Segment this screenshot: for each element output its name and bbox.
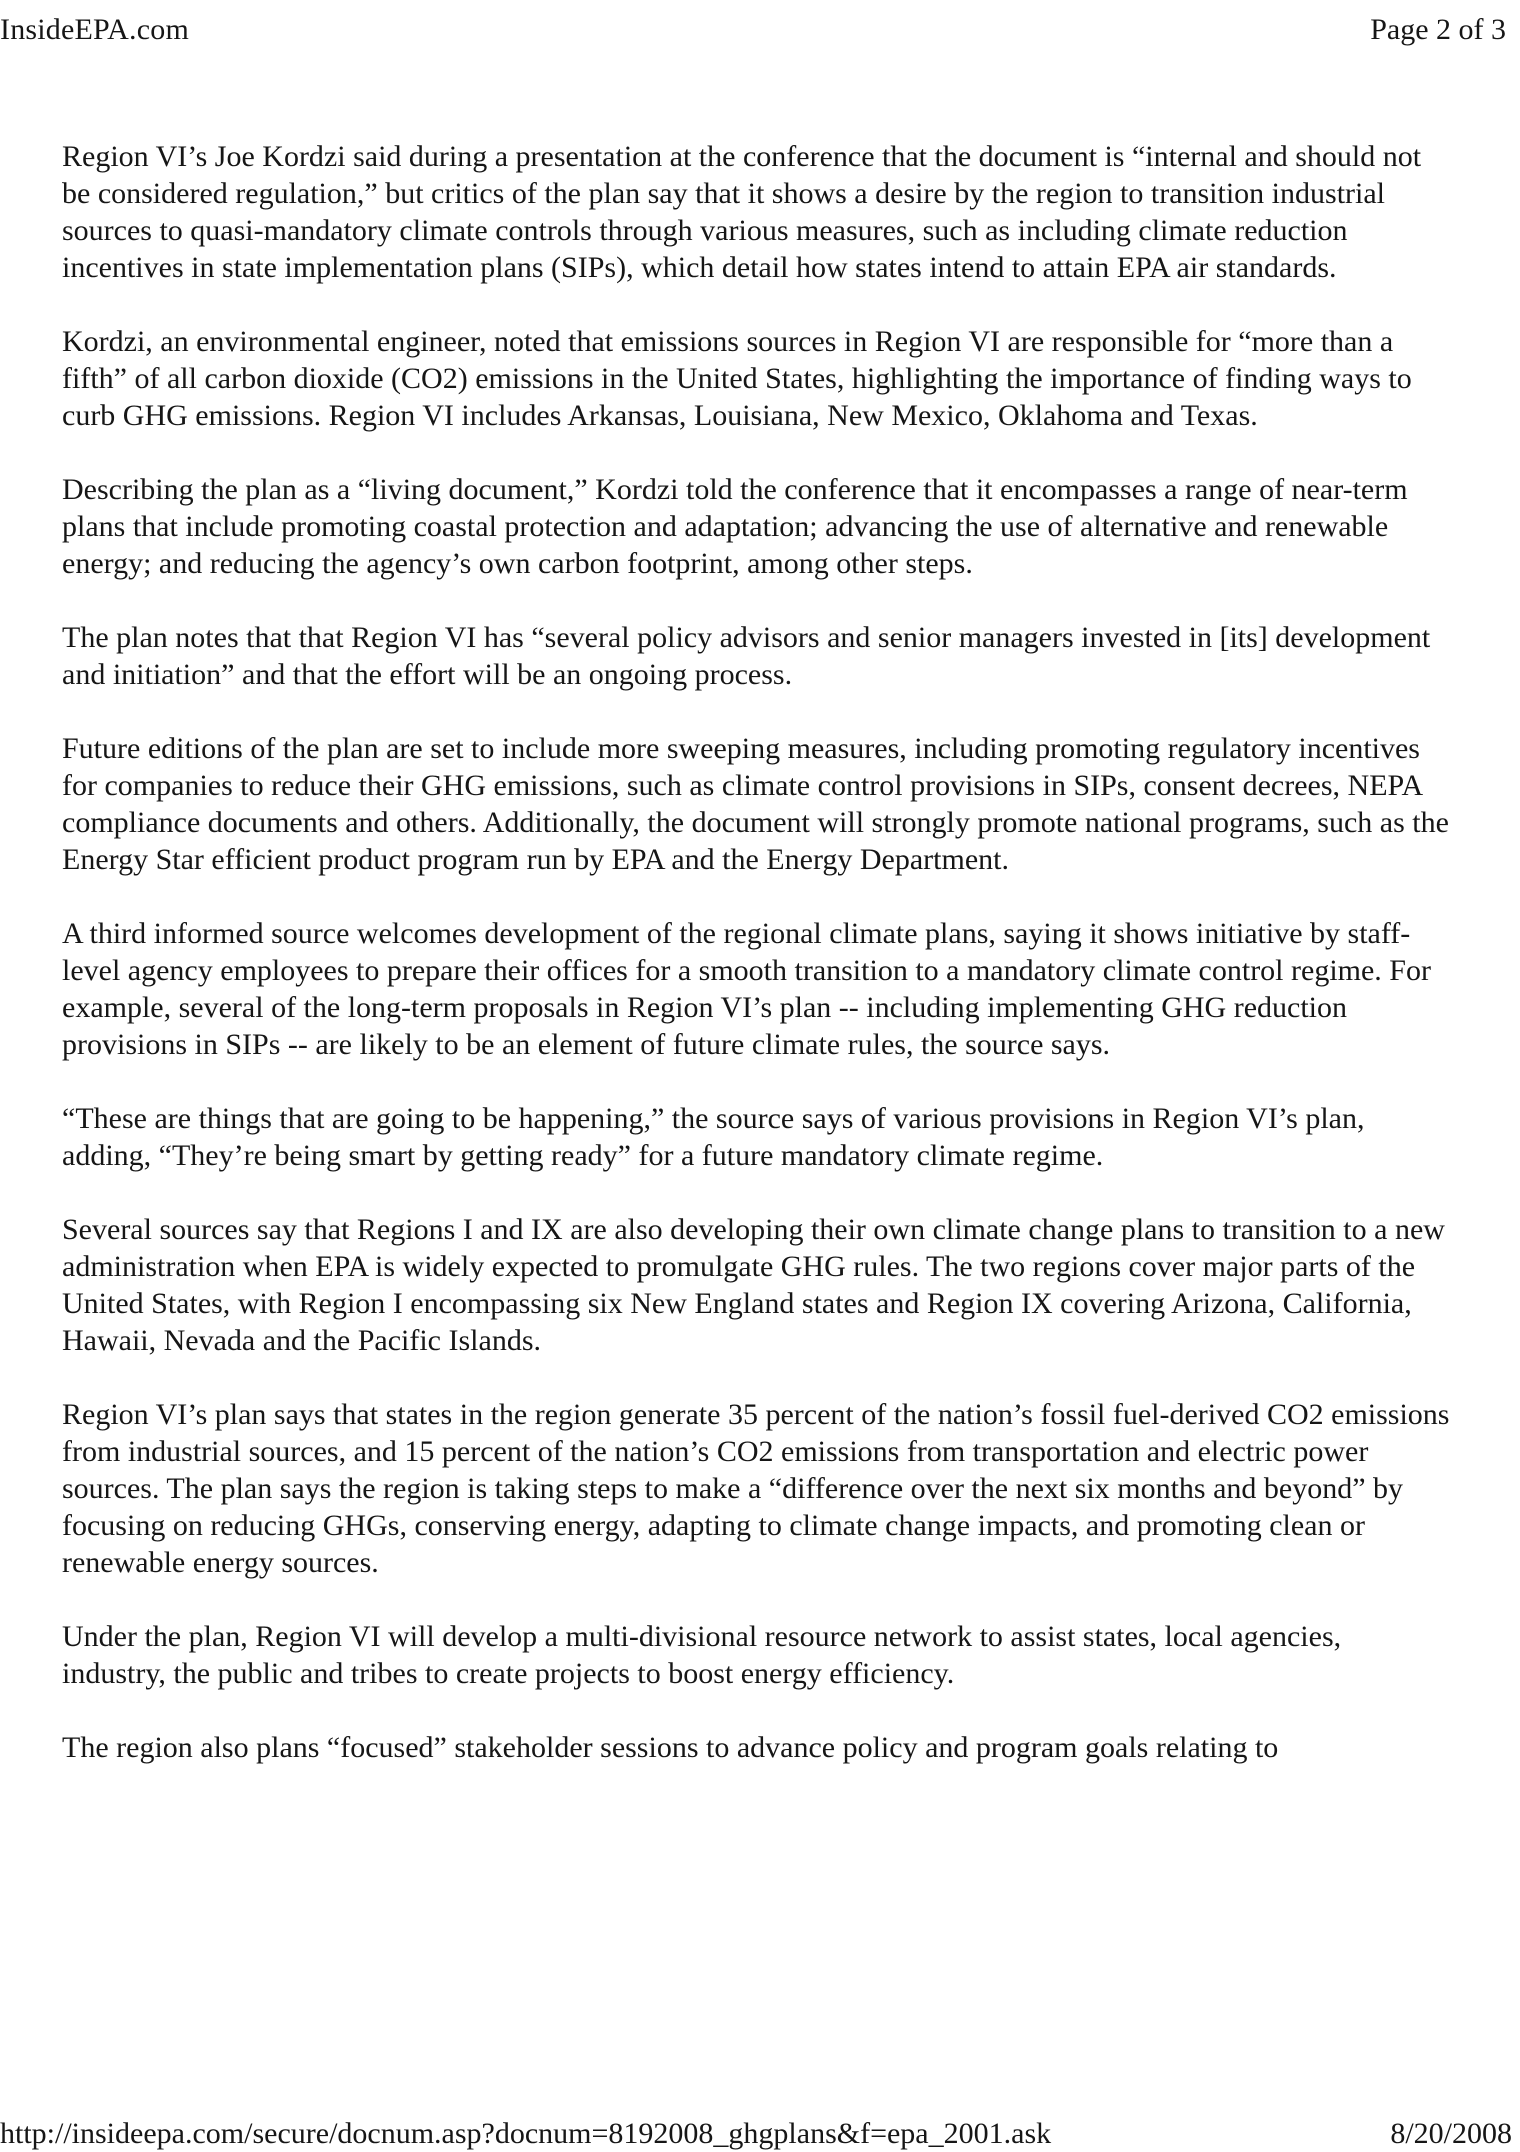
paragraph-4: The plan notes that that Region VI has “several policy advisors and senior managers invested in [its] development and initiation” and that the effort will be an ongoing process. bbox=[62, 621, 1431, 691]
print-date: 8/20/2008 bbox=[1390, 2117, 1512, 2150]
site-name: InsideEPA.com bbox=[0, 13, 189, 46]
paragraph-1: Region VI’s Joe Kordzi said during a presentation at the conference that the document is “internal and should not be considered regulation,” but critics of the plan say that it shows a desire by the region to transition industrial sources to quasi-mandatory climate controls through various measures, such as including climate reduction incentives in state implementation plans (SIPs), which detail how states intend to attain EPA air standards. bbox=[62, 140, 1422, 284]
paragraph-2: Kordzi, an environmental engineer, noted that emissions sources in Region VI are responsible for “more than a fifth” of all carbon dioxide (CO2) emissions in the United States, highlighting the importance of finding ways to curb GHG emissions. Region VI includes Arkansas, Louisiana, New Mexico, Oklahoma and Texas. bbox=[62, 325, 1412, 432]
page-indicator: Page 2 of 3 bbox=[1370, 13, 1506, 46]
paragraph-9: Region VI’s plan says that states in the region generate 35 percent of the nation’s fossil fuel-derived CO2 emissions from industrial sources, and 15 percent of the nation’s CO2 emissions from transportation and electric power sources. The plan says the region is taking steps to make a “difference over the next six months and beyond” by focusing on reducing GHGs, conserving energy, adapting to climate change impacts, and promoting clean or renewable energy sources. bbox=[62, 1398, 1450, 1579]
source-url: http://insideepa.com/secure/docnum.asp?docnum=8192008_ghgplans&f=epa_2001.ask bbox=[0, 2117, 1052, 2150]
paragraph-11: The region also plans “focused” stakeholder sessions to advance policy and program goals relating to bbox=[62, 1731, 1279, 1764]
paragraph-3: Describing the plan as a “living document,” Kordzi told the conference that it encompasses a range of near-term plans that include promoting coastal protection and adaptation; advancing the use of alternative and renewable energy; and reducing the agency’s own carbon footprint, among other steps. bbox=[62, 473, 1408, 580]
paragraph-10: Under the plan, Region VI will develop a multi-divisional resource network to assist states, local agencies, industry, the public and tribes to create projects to boost energy efficiency. bbox=[62, 1620, 1342, 1690]
paragraph-8: Several sources say that Regions I and IX are also developing their own climate change plans to transition to a new administration when EPA is widely expected to promulgate GHG rules. The two regions cover major parts of the United States, with Region I encompassing six New England states and Region IX covering Arizona, California, Hawaii, Nevada and the Pacific Islands. bbox=[62, 1213, 1445, 1357]
paragraph-6: A third informed source welcomes development of the regional climate plans, saying it shows initiative by staff-level agency employees to prepare their offices for a smooth transition to a mandatory climate control regime. For example, several of the long-term proposals in Region VI’s plan -- including implementing GHG reduction provisions in SIPs -- are likely to be an element of future climate rules, the source says. bbox=[62, 917, 1431, 1061]
paragraph-5: Future editions of the plan are set to include more sweeping measures, including promoting regulatory incentives for companies to reduce their GHG emissions, such as climate control provisions in SIPs, consent decrees, NEPA compliance documents and others. Additionally, the document will strongly promote national programs, such as the Energy Star efficient product program run by EPA and the Energy Department. bbox=[62, 732, 1449, 876]
article-body bbox=[62, 138, 1452, 1803]
paragraph-7: “These are things that are going to be happening,” the source says of various provisions in Region VI’s plan, adding, “They’re being smart by getting ready” for a future mandatory climate regime. bbox=[62, 1102, 1365, 1172]
